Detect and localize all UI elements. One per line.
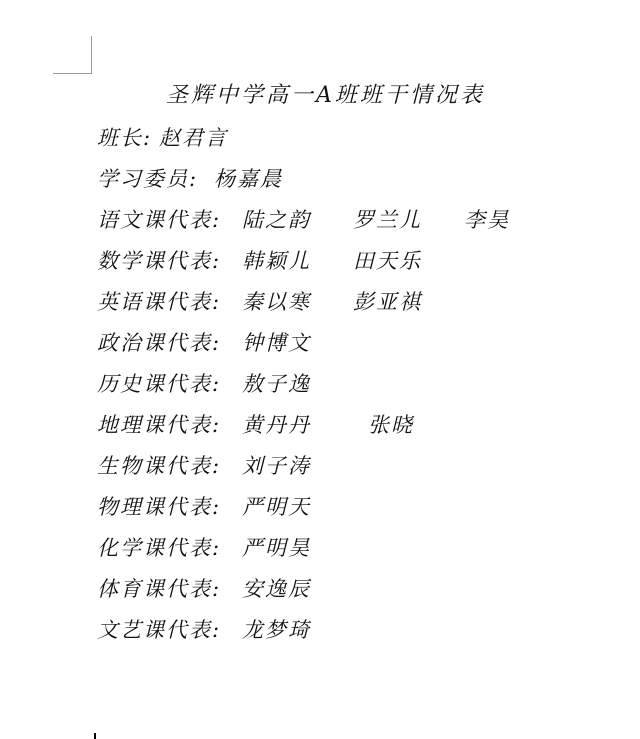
member-name: 敖子逸: [242, 372, 311, 396]
row-pe-rep: 体育课代表: 安逸辰: [97, 573, 221, 603]
member-name: 罗兰儿: [353, 208, 422, 232]
member-name: 田天乐: [353, 249, 422, 273]
member-name: 严明天: [242, 495, 311, 519]
role-label: 物理课代表: [97, 495, 212, 519]
role-label: 地理课代表: [97, 413, 212, 437]
text-cursor: [94, 733, 96, 739]
member-name: 刘子涛: [242, 454, 311, 478]
member-name: 严明昊: [242, 536, 311, 560]
row-arts-rep: 文艺课代表: 龙梦琦: [97, 614, 221, 644]
row-math-rep: 数学课代表: 韩颖儿 田天乐: [97, 245, 221, 275]
row-english-rep: 英语课代表: 秦以寒 彭亚祺: [97, 286, 221, 316]
row-chinese-rep: 语文课代表: 陆之韵 罗兰儿 李昊: [97, 204, 221, 234]
row-physics-rep: 物理课代表: 严明天: [97, 491, 221, 521]
role-label: 班长: [97, 126, 143, 150]
member-name: 彭亚祺: [353, 290, 422, 314]
row-study-committee: 学习委员: 杨嘉晨: [97, 163, 198, 193]
role-label: 文艺课代表: [97, 618, 212, 642]
member-name: 韩颖儿: [242, 249, 311, 273]
page-corner-mark: [53, 36, 92, 74]
role-label: 政治课代表: [97, 331, 212, 355]
member-name: 钟博文: [242, 331, 311, 355]
role-label: 英语课代表: [97, 290, 212, 314]
member-name: 赵君言: [159, 126, 228, 150]
role-label: 化学课代表: [97, 536, 212, 560]
role-label: 历史课代表: [97, 372, 212, 396]
member-name: 安逸辰: [242, 577, 311, 601]
row-geography-rep: 地理课代表: 黄丹丹 张晓: [97, 409, 221, 439]
member-name: 秦以寒: [242, 290, 311, 314]
member-name: 杨嘉晨: [214, 167, 283, 191]
role-label: 生物课代表: [97, 454, 212, 478]
document-title: 圣辉中学高一A班班干情况表: [166, 83, 485, 108]
role-label: 学习委员: [97, 167, 189, 191]
row-biology-rep: 生物课代表: 刘子涛: [97, 450, 221, 480]
row-politics-rep: 政治课代表: 钟博文: [97, 327, 221, 357]
row-monitor: 班长: 赵君言: [97, 122, 152, 152]
member-name: 陆之韵: [242, 208, 311, 232]
member-name: 李昊: [464, 208, 510, 232]
role-label: 语文课代表: [97, 208, 212, 232]
role-label: 体育课代表: [97, 577, 212, 601]
row-chemistry-rep: 化学课代表: 严明昊: [97, 532, 221, 562]
member-name: 张晓: [368, 413, 414, 437]
member-name: 黄丹丹: [242, 413, 311, 437]
role-label: 数学课代表: [97, 249, 212, 273]
member-name: 龙梦琦: [242, 618, 311, 642]
row-history-rep: 历史课代表: 敖子逸: [97, 368, 221, 398]
